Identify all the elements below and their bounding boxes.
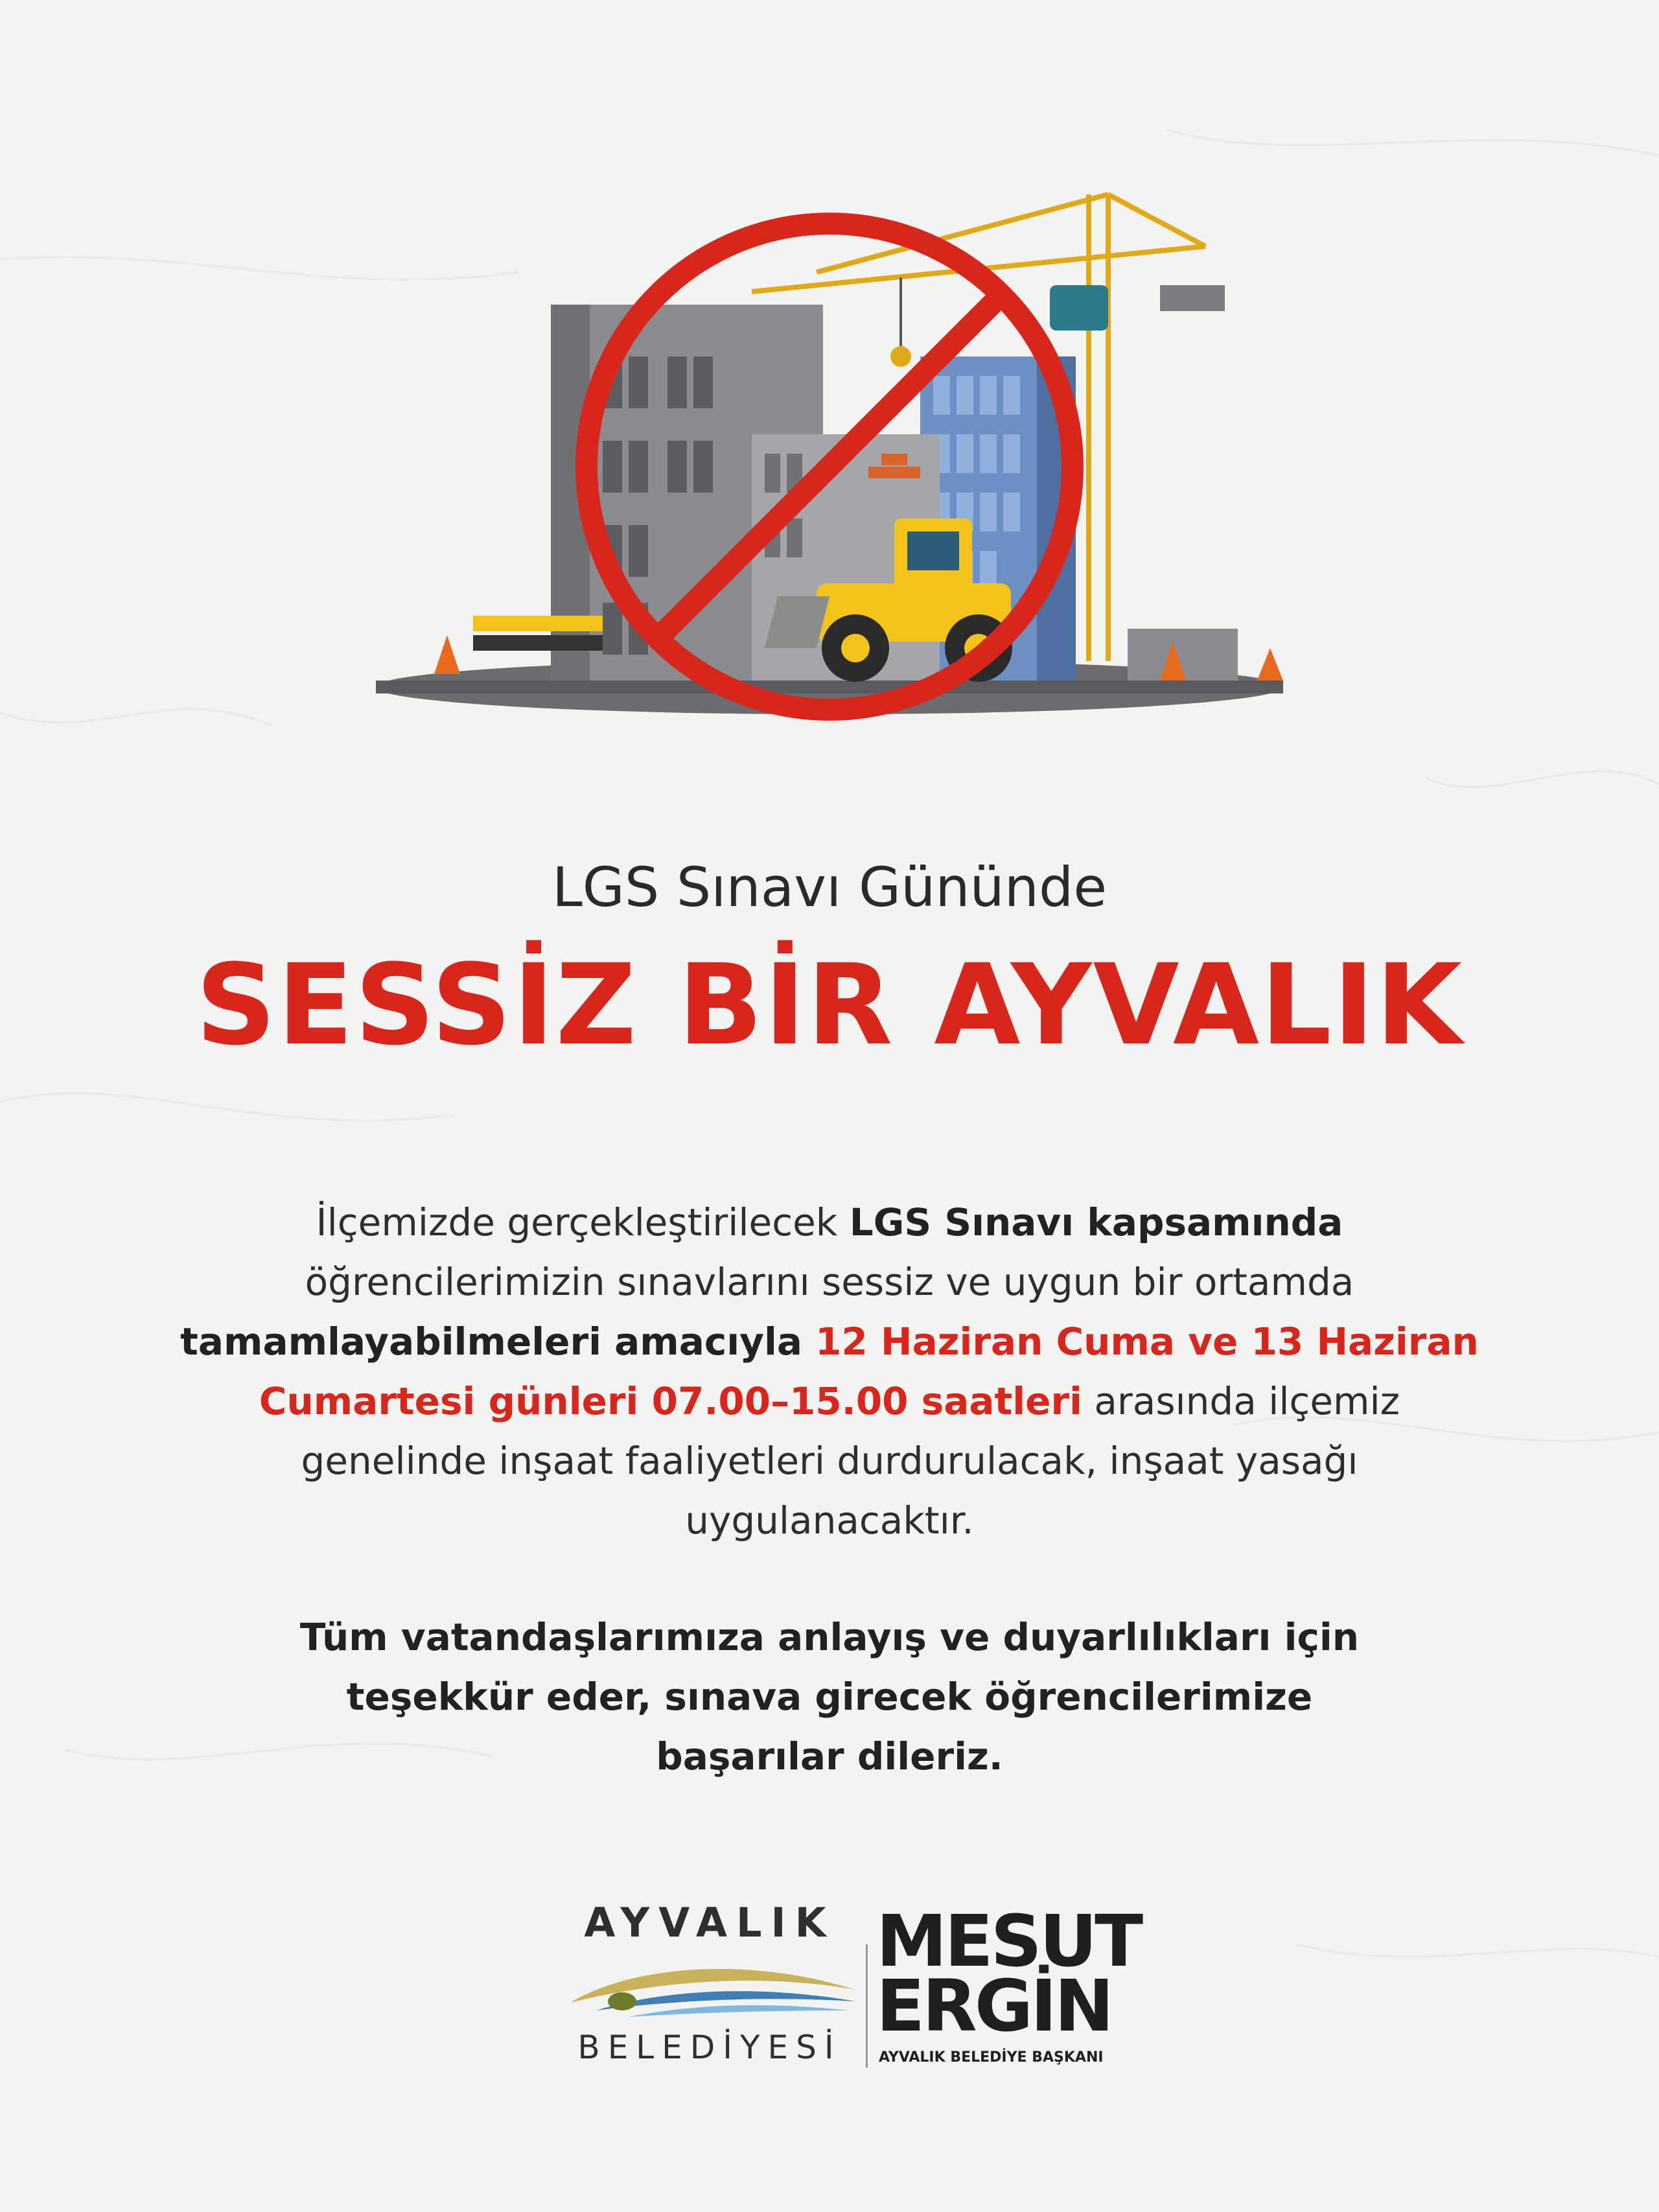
closing-message — [104, 1607, 1555, 1786]
announcement-body — [104, 1193, 1555, 1550]
closing-line: başarılar dileriz. — [656, 1734, 1003, 1778]
olive-wave-icon — [557, 1951, 862, 2029]
body-line — [104, 1371, 1555, 1431]
mayor-first-name: MESUT — [876, 1900, 1141, 1983]
mayor-logo — [876, 1900, 1141, 2074]
municipality-name: AYVALIK — [584, 1899, 835, 1946]
body-date-segment: 12 Haziran Cuma ve 13 Haziran — [815, 1320, 1479, 1364]
body-line: genelinde inşaat faaliyetleri durdurulacak, inşaat yasağı — [301, 1439, 1358, 1483]
body-text-segment: arasında ilçemiz — [1082, 1379, 1400, 1423]
mayor-title: AYVALIK BELEDİYE BAŞKANI — [879, 2049, 1104, 2066]
closing-line: teşekkür eder, sınava girecek öğrencilerimize — [346, 1675, 1313, 1719]
body-date-segment: Cumartesi günleri 07.00–15.00 saatleri — [259, 1379, 1082, 1423]
no-construction-icon — [363, 181, 1296, 752]
headline: SESSİZ BİR AYVALIK — [195, 940, 1464, 1070]
body-line — [104, 1193, 1555, 1252]
body-line — [104, 1312, 1555, 1371]
logo-divider — [866, 1944, 868, 2067]
body-bold-segment: LGS Sınavı kapsamında — [849, 1200, 1343, 1244]
closing-line: Tüm vatandaşlarımıza anlayış ve duyarlılıkları için — [299, 1615, 1360, 1659]
body-bold-segment: tamamlayabilmeleri amacıyla — [180, 1320, 816, 1364]
body-line: uygulanacaktır. — [685, 1498, 974, 1543]
municipality-subtitle: BELEDİYESİ — [577, 2029, 842, 2066]
body-text-segment: İlçemizde gerçekleştirilecek — [316, 1200, 850, 1244]
body-line: öğrencilerimizin sınavlarını sessiz ve uygun bir ortamda — [305, 1260, 1354, 1304]
subtitle: LGS Sınavı Gününde — [551, 856, 1108, 919]
mayor-last-name: ERGİN — [876, 1964, 1112, 2047]
municipality-logo — [557, 1899, 862, 2080]
